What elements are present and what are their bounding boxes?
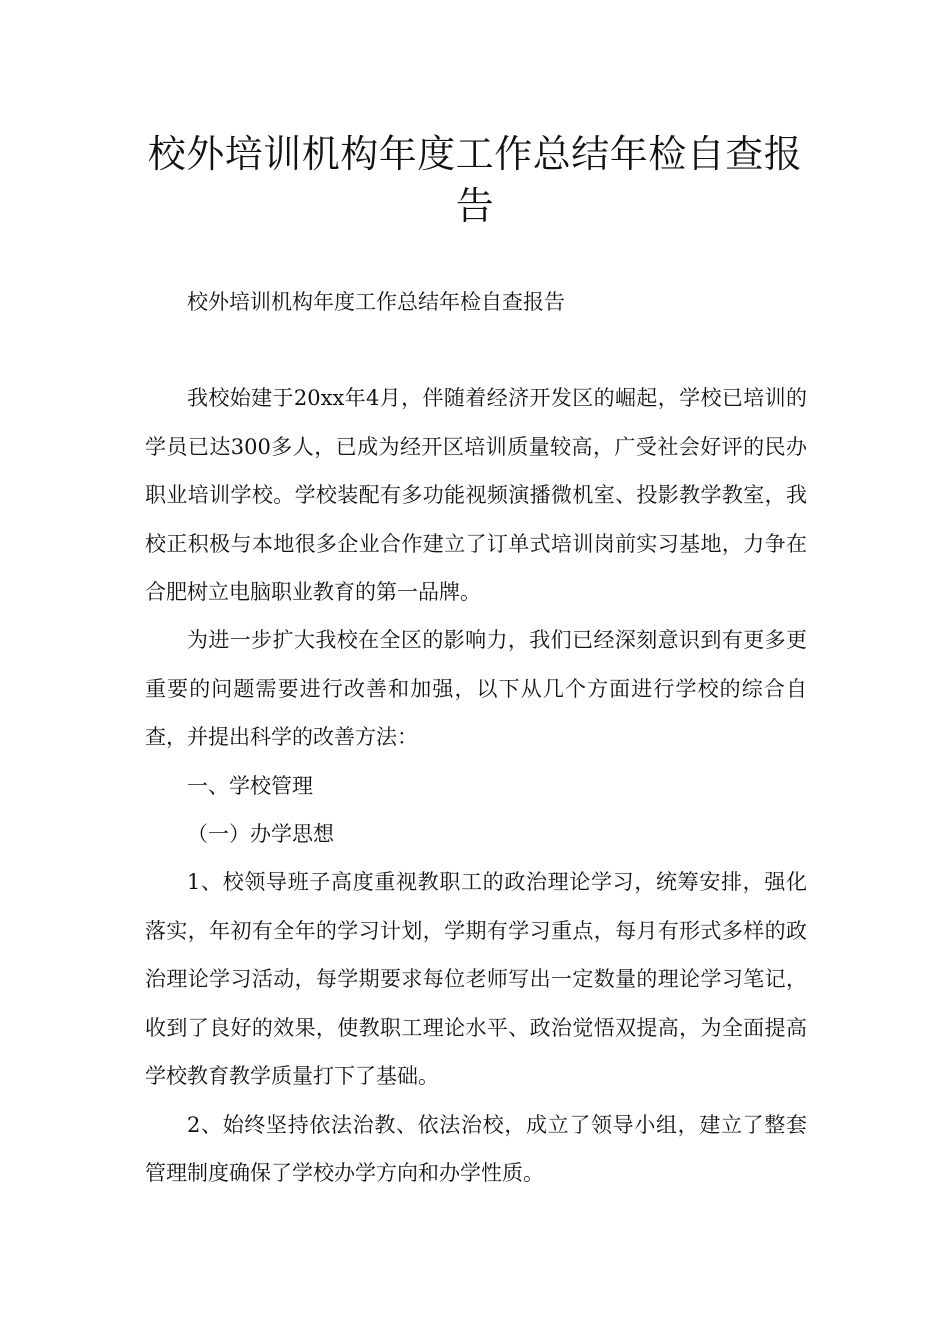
paragraph-item-2: 2、始终坚持依法治教、依法治校，成立了领导小组，建立了整套管理制度确保了学校办学方向和办学性质。 — [145, 1112, 807, 1185]
document-body — [145, 278, 807, 1197]
subsection-heading: （一）办学思想 — [187, 822, 334, 847]
paragraph-intro: 我校始建于20xx年4月，伴随着经济开发区的崛起，学校已培训的学员已达300多人，已成为经开区培训质量较高，广受社会好评的民办职业培训学校。学校装配有多功能视频演播微机室、投影教学教室，我校正积极与本地很多企业合作建立了订单式培训岗前实习基地，力争在合肥树立电脑职业教育的第一品牌。 — [145, 386, 807, 605]
paragraph-self-inspection: 为进一步扩大我校在全区的影响力，我们已经深刻意识到有更多更重要的问题需要进行改善和加强，以下从几个方面进行学校的综合自查，并提出科学的改善方法： — [145, 628, 807, 750]
document-subtitle: 校外培训机构年度工作总结年检自查报告 — [187, 290, 565, 314]
document-title: 校外培训机构年度工作总结年检自查报告 — [147, 132, 803, 228]
paragraph-item-1: 1、校领导班子高度重视教职工的政治理论学习，统筹安排，强化落实，年初有全年的学习计划，学期有学习重点，每月有形式多样的政治理论学习活动，每学期要求每位老师写出一定数量的理论学习笔记，收到了良好的效果，使教职工理论水平、政治觉悟双提高，为全面提高学校教育教学质量打下了基础。 — [145, 870, 807, 1089]
section-heading: 一、学校管理 — [187, 773, 313, 798]
